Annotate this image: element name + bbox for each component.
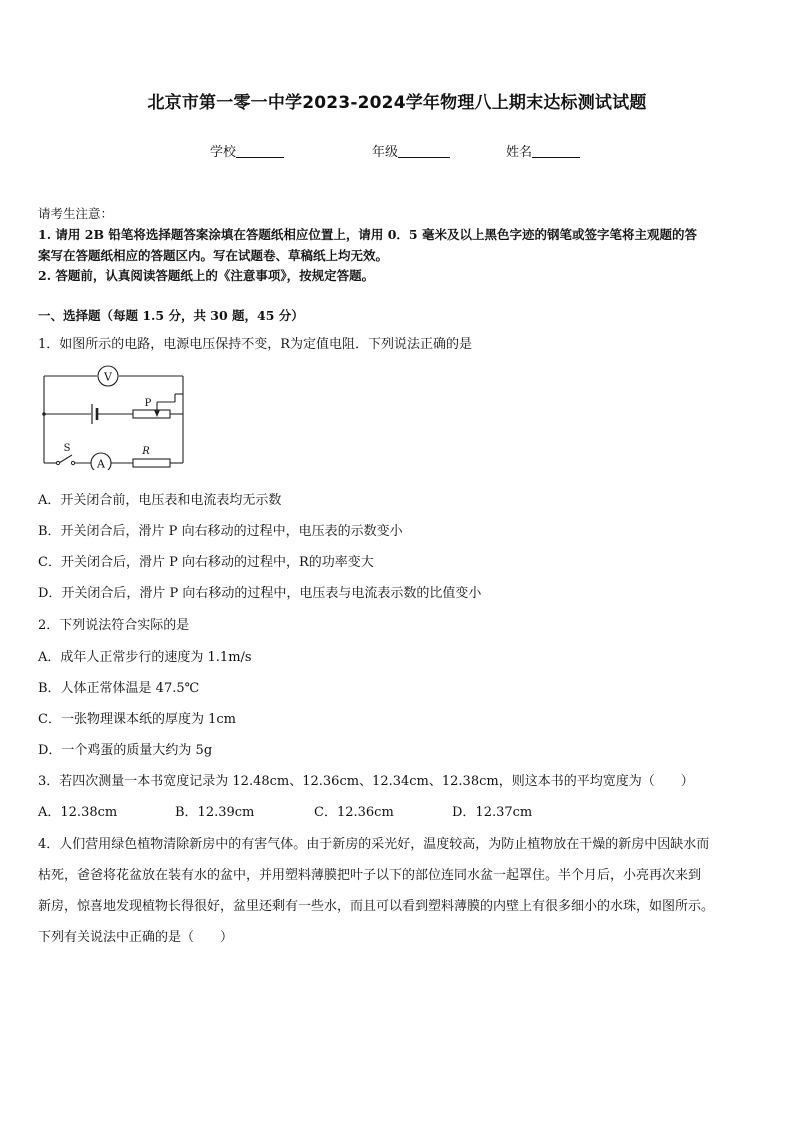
question-1-option-d: D．开关闭合后，滑片 P 向右移动的过程中，电压表与电流表示数的比值变小 (38, 586, 482, 601)
question-1-option-c: C．开关闭合后，滑片 P 向右移动的过程中，R的功率变大 (38, 555, 374, 570)
question-4-line-2: 枯死，爸爸将花盆放在装有水的盆中，并用塑料薄膜把叶子以下的部位连同水盆一起罩住。半个月后，小亮再次来到 (38, 868, 702, 883)
battery (92, 404, 97, 424)
grade-blank (398, 144, 450, 158)
question-2-option-a: A．成年人正常步行的速度为 1.1m/s (38, 650, 252, 665)
question-4-line-1: 4．人们营用绿色植物清除新房中的有害气体。由于新房的采光好，温度较高，为防止植物放在干燥的新房中因缺水而 (38, 837, 710, 852)
question-3-option-c: C．12.36cm (314, 805, 394, 820)
question-2-stem: 2．下列说法符合实际的是 (38, 618, 190, 633)
name-label: 姓名 (506, 145, 533, 160)
circuit-diagram (38, 362, 188, 470)
question-1-option-b: B．开关闭合后，滑片 P 向右移动的过程中，电压表的示数变小 (38, 524, 403, 539)
notice-item-1-line-1: 1. 请用 2B 铅笔将选择题答案涂填在答题纸相应位置上，请用 0．5 毫米及以上黑色字迹的钢笔或签字笔将主观题的答 (38, 227, 697, 242)
section-heading: 一、选择题（每题 1.5 分，共 30 题，45 分） (38, 308, 304, 323)
question-4-line-4: 下列有关说法中正确的是（ ） (38, 930, 234, 945)
question-3-stem: 3．若四次测量一本书宽度记录为 12.48cm、12.36cm、12.34cm、12.38cm，则这本书的平均宽度为（ ） (38, 774, 694, 789)
switch-label: S (63, 443, 71, 454)
voltmeter-label: V (104, 370, 112, 384)
notice-item-1-line-2: 案写在答题纸相应的答题区内。写在试题卷、草稿纸上均无效。 (38, 248, 389, 263)
rheostat (133, 398, 170, 418)
question-1-stem: 1．如图所示的电路，电源电压保持不变，R为定值电阻．下列说法正确的是 (38, 337, 473, 352)
school-label: 学校 (210, 145, 237, 160)
slider-label: P (144, 398, 152, 409)
notice-heading: 请考生注意： (38, 206, 114, 221)
school-field (210, 141, 284, 160)
resistor-label: R (142, 446, 150, 457)
question-2-option-c: C．一张物理课本纸的厚度为 1cm (38, 712, 236, 727)
question-3-option-b: B．12.39cm (175, 805, 255, 820)
junction-dot-left (42, 412, 46, 416)
name-blank (532, 144, 580, 158)
page-title: 北京市第一零一中学2023-2024学年物理八上期末达标测试试题 (147, 93, 647, 113)
question-3-option-a: A．12.38cm (38, 805, 118, 820)
switch (56, 443, 74, 465)
grade-label: 年级 (372, 145, 399, 160)
question-2-option-d: D．一个鸡蛋的质量大约为 5g (38, 743, 213, 758)
question-1-option-a: A．开关闭合前，电压表和电流表均无示数 (38, 493, 282, 508)
school-blank (236, 144, 284, 158)
voltmeter (98, 366, 118, 386)
resistor (133, 446, 170, 467)
question-4-line-3: 新房，惊喜地发现植物长得很好，盆里还剩有一些水，而且可以看到塑料薄膜的内壁上有很多细小的水珠，如图所示。 (38, 899, 715, 914)
notice-item-2: 2. 答题前，认真阅读答题纸上的《注意事项》，按规定答题。 (38, 268, 375, 283)
question-3-option-d: D．12.37cm (452, 805, 533, 820)
grade-field (372, 141, 450, 160)
name-field (506, 141, 580, 160)
ammeter (91, 453, 111, 470)
question-2-option-b: B．人体正常体温是 47.5℃ (38, 681, 200, 696)
ammeter-label: A (97, 457, 105, 470)
